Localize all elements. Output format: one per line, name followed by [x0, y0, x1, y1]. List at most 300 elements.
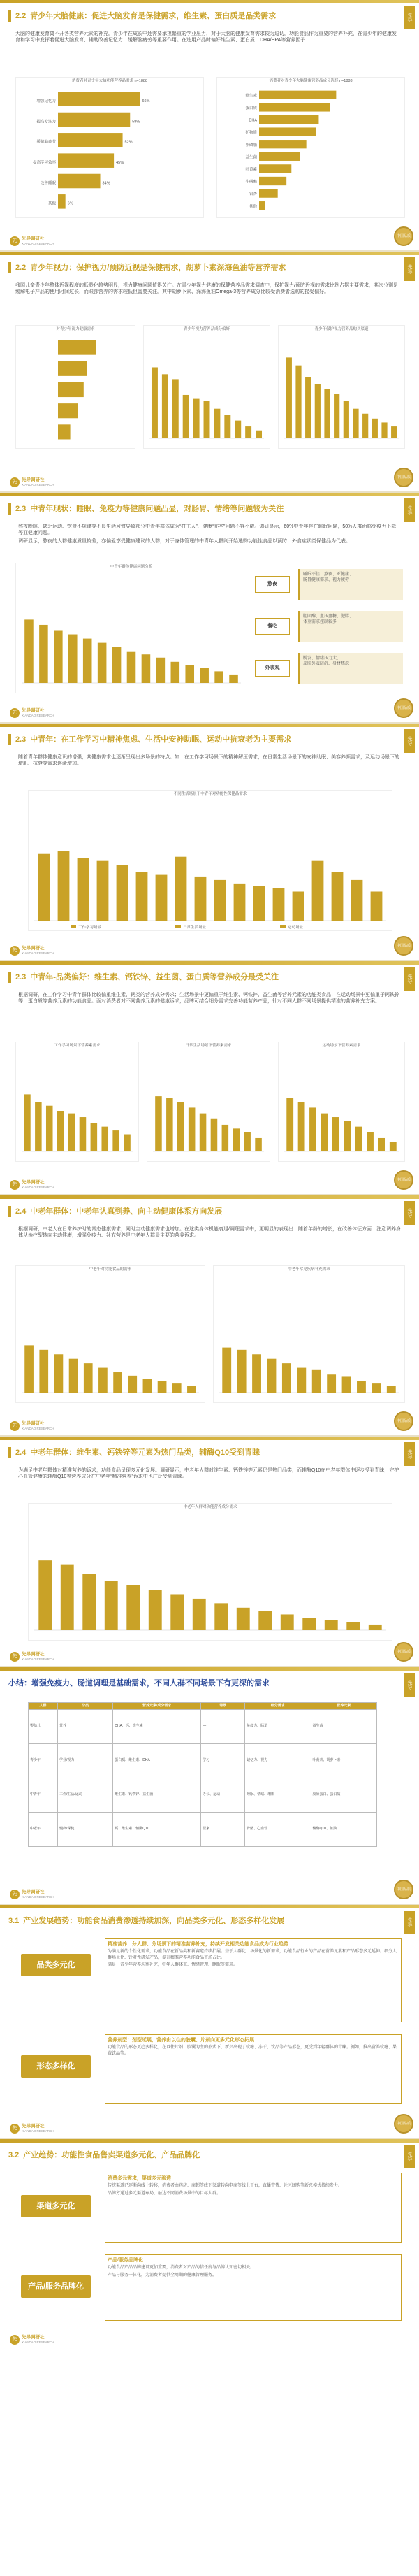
bar	[172, 1383, 182, 1393]
side-tag: 先导	[404, 2145, 415, 2168]
table-cell: 维生素、钙铁锌、益生菌	[113, 1778, 201, 1812]
table-cell: 营养	[57, 1709, 112, 1743]
box-heading-text: 剂型延展，营养由以往的胶囊、片剂向更多元化形态拓展	[132, 2038, 254, 2043]
box-heading: 精准营养：分人群、分场景下的精准营养补充，持续开发相关功能食品成为行业趋势	[108, 1942, 288, 1947]
bar	[267, 1359, 277, 1393]
bar	[117, 865, 128, 921]
side-tag: 先导	[404, 967, 415, 991]
heading-bar	[8, 1447, 11, 1458]
table-header-cell: 营养元素/成分需求	[113, 1703, 201, 1710]
bar	[58, 194, 66, 209]
bar	[69, 1359, 78, 1393]
bar	[214, 880, 226, 921]
data-label: 34%	[102, 181, 110, 186]
chart-title: 工作学习场景下营养素需求	[54, 1044, 101, 1048]
heading-bar	[8, 10, 11, 22]
brand-logo	[10, 946, 54, 956]
section-title: 小结：增强免疫力、肠道调理是基础需求，不同人群不同场景下有更深的需求	[8, 1678, 270, 1688]
box-paragraph-1: 功能食品产品品牌建设更加重要，消费者对产品的信任度与品牌认知密切相关。	[108, 2266, 255, 2271]
bar-label: 其他	[47, 201, 56, 206]
side-tag: 先导	[404, 1201, 415, 1225]
bar	[252, 1354, 261, 1393]
bar-label: 维生素	[245, 94, 257, 99]
diagram-row	[255, 566, 405, 603]
slide-heading	[8, 2147, 391, 2163]
bar	[61, 1565, 74, 1630]
bar	[170, 1594, 184, 1630]
slide-midyouth-scenes	[0, 724, 419, 961]
table-cell: 钙、维生素、辅酶Q10	[113, 1812, 201, 1846]
brand-logo	[10, 1890, 54, 1899]
bar	[235, 421, 241, 438]
bullet-1: 根据调研，中老人在日常养护时的常态健康需求，同时主动健康需求也增加。在这类身体机能衰退/调理需求中，更明显的表现出：随着年龄的增长，在改善体征方面：注意调养身体从治疗型转向主动健康，增强免疫力、补充营养是中老年人群最主要的营养诉求。	[18, 1227, 401, 1239]
table-cell: 益生菌	[311, 1709, 376, 1743]
bar	[346, 1622, 360, 1630]
table-header-cell: 营养元素	[311, 1703, 376, 1710]
bar	[259, 115, 318, 124]
section-number: 3.2	[8, 2150, 20, 2159]
diagram-value: 胆固醇、血压血糖、肥胖、 体重需求控制较多	[298, 611, 403, 642]
top-bar	[0, 1905, 419, 1908]
bar	[185, 665, 194, 683]
bar	[97, 861, 109, 921]
chart-vision-ingredients	[143, 325, 270, 449]
diagram-value: 睡眠不佳、熬夜、亚健康、 肠胃健康需求、视力疲劳	[298, 569, 403, 600]
bar	[78, 858, 89, 921]
bar	[158, 1381, 167, 1393]
box-paragraph-2: 品牌方通过多元渠道布局，触达不同消费场景中的目标人群。	[108, 2191, 221, 2196]
quality-seal-icon: 中国品质	[394, 2114, 413, 2134]
chart-brain-needs	[15, 77, 204, 218]
data-label: 66%	[142, 99, 150, 104]
table-row	[29, 1709, 377, 1743]
side-tag: 先导	[404, 1673, 415, 1697]
bar-label: 改善睡眠	[40, 181, 56, 186]
bar	[149, 1590, 162, 1630]
bar	[38, 1560, 52, 1630]
bar	[128, 1376, 137, 1393]
bar	[183, 395, 189, 438]
data-label: 52%	[124, 140, 133, 145]
table-header-cell: 场景	[201, 1703, 245, 1710]
bar	[293, 892, 304, 921]
top-bar	[0, 252, 419, 255]
bar	[54, 631, 63, 684]
bar	[237, 1608, 250, 1630]
bar	[38, 854, 50, 921]
bar	[175, 857, 187, 921]
legend-label: 日常生活场景	[183, 926, 207, 930]
logo-icon: 先	[10, 477, 20, 487]
table-cell: 睡眠、情绪、增肌	[245, 1778, 311, 1812]
bar	[214, 671, 223, 683]
bullet-list	[18, 754, 401, 769]
bar-label: 牛磺酸	[245, 180, 257, 185]
quality-seal-icon: 中国品质	[394, 1880, 413, 1899]
bar	[222, 1125, 229, 1151]
bar	[177, 1102, 184, 1151]
chart-title: 对青少年视力健康需求	[56, 327, 95, 331]
bar	[84, 1363, 93, 1393]
data-label: 45%	[116, 161, 124, 166]
section-number: 2.4	[15, 1207, 27, 1216]
vision-needs-svg	[16, 333, 135, 448]
brand-sub: XIANDAO RESEARCH	[22, 2129, 54, 2133]
bar	[286, 1098, 293, 1151]
bar	[229, 675, 238, 683]
bar	[342, 1376, 351, 1393]
bar	[273, 888, 285, 921]
bar	[204, 401, 210, 438]
bar	[54, 1354, 64, 1393]
box-channels	[105, 2173, 402, 2243]
slide-heading	[8, 1676, 391, 1691]
bar	[309, 1107, 316, 1151]
bar	[142, 654, 151, 683]
bar	[98, 643, 107, 683]
bar	[381, 422, 387, 438]
bar	[39, 1350, 48, 1393]
table-header	[29, 1703, 377, 1710]
bar	[58, 174, 101, 189]
brain-needs-svg	[16, 85, 203, 217]
logo-icon: 先	[10, 708, 20, 718]
brand-logo	[10, 1421, 54, 1431]
chart-vision-channels	[278, 325, 405, 449]
bar	[258, 1611, 272, 1630]
brand-name: 先导调研社	[22, 1652, 45, 1657]
top-bar	[0, 1195, 419, 1199]
bar	[321, 1114, 328, 1151]
bar	[39, 625, 48, 683]
table-cell: 记忆力、视力	[245, 1743, 311, 1778]
heading-bar	[8, 262, 11, 273]
daily-nutrients-svg	[147, 1049, 270, 1161]
section-title: 青少年视力：保护视力/预防近视是保健需求，胡萝卜素深海鱼油等营养需求	[30, 263, 286, 272]
top-bar	[0, 0, 419, 3]
bar	[286, 357, 292, 438]
brand-sub: XIANDAO RESEARCH	[22, 713, 54, 717]
elderly-demand-svg	[16, 1273, 205, 1402]
chart-sport-nutrients	[278, 1042, 405, 1162]
table-cell: 工作/生活/运动	[57, 1778, 112, 1812]
logo-icon: 先	[10, 2124, 20, 2134]
chart-elderly-demand	[15, 1265, 205, 1403]
bar	[58, 153, 114, 168]
side-tag: 先导	[404, 257, 415, 281]
top-bar	[0, 961, 419, 965]
bar	[57, 1111, 64, 1151]
bar	[245, 426, 251, 438]
bar	[390, 1142, 397, 1151]
bar	[332, 872, 344, 921]
heading-bar	[8, 972, 11, 983]
bar	[68, 635, 78, 683]
side-tag: 先导	[404, 1442, 415, 1466]
section-title: 中青年-品类偏好：维生素、钙铁锌、益生菌、蛋白质等营养成分最受关注	[30, 972, 279, 981]
legend-swatch	[175, 925, 181, 928]
side-tag: 先导	[404, 6, 415, 29]
sport-nutrients-svg	[279, 1049, 404, 1161]
box-heading-label: 精准营养	[108, 1942, 127, 1947]
chart-title: 中老年人群对功能营养成分需求	[183, 1505, 237, 1509]
bullet-1: 随着青年群体健康意识的增强，其健康需求也逐渐呈现出多场景的特点。如：在工作学习场景下的精神解压需求，在日常生活场景下的安神助眠、美容养颜需求，及运动场景下的增肌、抗衰等需求逐渐增加。	[18, 755, 399, 767]
bar	[46, 1106, 53, 1151]
quality-seal-icon: 中国品质	[394, 698, 413, 718]
brand-sub: XIANDAO RESEARCH	[22, 2340, 54, 2344]
slide-heading	[8, 1913, 391, 1929]
bar-label: 矿物质	[245, 131, 257, 136]
work-nutrients-svg	[16, 1049, 138, 1161]
bar	[353, 409, 358, 438]
section-title: 产业发展趋势：功能食品消费渗透持续加深，向品类多元化、形态多样化发展	[23, 1916, 285, 1925]
section-number: 2.3	[15, 504, 27, 513]
quality-seal-icon: 中国品质	[394, 1642, 413, 1662]
chart-title: 青少年保护视力营养品购买渠道	[314, 327, 369, 331]
midyouth-problems-svg	[16, 570, 247, 693]
bullet-1: 熬夜晚睡、缺乏运动、饮食不规律等不良生活习惯导致部分中青年群体成为“打工人”、健康“亦辛”问题不容小觑。调研显示，60%中青年存在睡眠问题，50%人群面临免疫力下降等亚健康问题。	[18, 524, 397, 536]
bar	[367, 1132, 374, 1151]
legend-label: 工作学习场景	[78, 926, 102, 930]
slide-heading	[8, 1445, 391, 1460]
diagram-key: 餐吃	[255, 618, 290, 635]
bar	[259, 177, 286, 185]
data-label: 58%	[132, 120, 140, 124]
brand-logo	[10, 1180, 54, 1190]
section-title: 青少年大脑健康：促进大脑发育是保健需求，维生素、蛋白质是品类需求	[30, 11, 277, 20]
tag-channel-diversity: 渠道多元化	[21, 2195, 91, 2217]
bar	[200, 1114, 207, 1151]
bar	[105, 1581, 118, 1630]
chart-title: 中老年常见疾病补充需求	[288, 1267, 330, 1272]
slide-heading	[8, 8, 391, 24]
brand-name: 先导调研社	[22, 236, 45, 242]
bar-label: 益生菌	[245, 155, 257, 160]
bar	[344, 401, 349, 438]
bar	[101, 1127, 108, 1151]
chart-title: 青少年视力营养品成分偏好	[183, 327, 230, 331]
chart-title: 中青年群体健康问题分析	[110, 565, 153, 569]
bullet-2: 调研显示，熬夜的人群健康质量较差，亦偏爱享受健康建议的人群，对于身体管理的中青年人群则开始选购功能性食品以预防、外食症状类保健品为代表。	[18, 538, 351, 544]
table-header-cell: 细分需求	[245, 1703, 311, 1710]
chart-title: 消费者对青少年大脑健康营养品成分选择 n=1888	[269, 79, 353, 83]
lifestyle-diagram	[255, 566, 405, 692]
bar-label: 蛋白质	[245, 106, 257, 111]
box-branding	[105, 2254, 402, 2321]
bar	[58, 340, 96, 355]
tag-category-diversity: 品类多元化	[21, 1954, 91, 1976]
chart-title: 中老年对功能食品的需求	[89, 1267, 132, 1272]
bar-label: 卵磷脂	[245, 143, 257, 147]
logo-icon: 先	[10, 946, 20, 956]
bar	[295, 366, 301, 438]
slide-youth-vision	[0, 252, 419, 493]
bar	[298, 1102, 305, 1151]
bar	[312, 861, 324, 921]
bar-label: 提高学习效率	[32, 161, 56, 166]
bar	[259, 103, 330, 111]
bar	[172, 379, 179, 438]
box-heading-label: 营养剂型	[108, 2038, 127, 2043]
section-number: 2.3	[15, 972, 27, 981]
section-number: 2.2	[15, 263, 27, 272]
table-row	[29, 1743, 377, 1778]
box-precise-nutrition	[105, 1938, 402, 2022]
box-paragraph-1: 为满足新的个性化需求，功能食品在新品类和新赛道持续扩展。基于人群化、场景化的新需求，功能食品行业的产品在营养元素和产品形态多元延伸。细分人群场景化、针对性研发产品，提升精准营养功能食品市场占比。	[108, 1950, 397, 1960]
bar	[126, 1585, 140, 1630]
quality-seal-icon: 中国品质	[394, 226, 413, 246]
bar	[58, 403, 78, 418]
bar	[189, 1107, 196, 1151]
table-cell: 办公、运动	[201, 1778, 245, 1812]
bar	[58, 92, 140, 106]
bullet-list	[18, 524, 401, 546]
table-cell: 免疫力、肠道	[245, 1709, 311, 1743]
bar	[58, 133, 123, 147]
section-title: 中老年群体：中老年认真到养、向主动健康体系方向发展	[30, 1207, 223, 1216]
bar	[312, 1370, 321, 1393]
bar	[259, 164, 291, 173]
table-header-cell: 分类	[57, 1703, 112, 1710]
table-cell: 慢病/保健	[57, 1812, 112, 1846]
brand-sub: XIANDAO RESEARCH	[22, 241, 54, 245]
bar	[58, 851, 70, 921]
table-cell: 学业/视力	[57, 1743, 112, 1778]
bar	[332, 1117, 339, 1151]
brand-name: 先导调研社	[22, 1180, 45, 1186]
bar	[244, 1132, 251, 1151]
brand-name: 先导调研社	[22, 2124, 45, 2129]
bar	[255, 1138, 262, 1151]
bar	[234, 884, 246, 921]
bar	[166, 1098, 173, 1151]
bar	[211, 1119, 218, 1151]
bar	[224, 415, 230, 438]
brand-name: 先导调研社	[22, 708, 45, 714]
box-paragraph-2: 满足：青少年营养均衡补充，中年人群体重、情绪管理、睡眠等需求。	[108, 1962, 238, 1967]
quality-seal-icon: 中国品质	[394, 468, 413, 487]
chart-scene-needs	[28, 790, 392, 931]
bar-label: 缓解脑疲劳	[36, 140, 56, 145]
bar-label: 叶黄素	[245, 168, 257, 173]
chart-title: 日常生活场景下营养素需求	[185, 1044, 232, 1048]
table-cell: 中老年	[29, 1812, 58, 1846]
bullet-list	[18, 1467, 401, 1482]
bar	[156, 658, 166, 683]
top-bar	[0, 1667, 419, 1671]
slide-heading	[8, 970, 391, 985]
bar	[171, 662, 180, 683]
bar	[282, 1363, 291, 1393]
top-bar	[0, 724, 419, 727]
bar	[156, 875, 168, 921]
table-cell: 胶原蛋白、蛋白质	[311, 1778, 376, 1812]
table-cell: 婴幼儿	[29, 1709, 58, 1743]
bar	[222, 1348, 231, 1393]
bar	[124, 1135, 131, 1151]
logo-icon: 先	[10, 1652, 20, 1662]
table-cell: 中青年	[29, 1778, 58, 1812]
intro-paragraph: 我国儿童青少年整体近视程度的低龄化趋势明显，视力健康问题值得关注。在青少年视力健康的保健营养品需求调查中，保护视力/预防近视的需求比例占据主要需求，其次分别是缓解电子产品的使用时间过长，而眼部营养的需求较低但需要关注。其中胡萝卜素、深海鱼油Omega-3等营养成分比较受消费者选购的接受偏好。	[15, 283, 398, 295]
bar-label: 银杏	[249, 192, 257, 197]
bar-label: DHA	[249, 118, 257, 123]
table-cell: —	[201, 1709, 245, 1743]
side-tag: 先导	[404, 729, 415, 753]
section-title: 中青年现状：睡眠、免疫力等健康问题凸显，对肠胃、情绪等问题较为关注	[30, 504, 284, 513]
bar	[305, 377, 311, 438]
table-cell: 青少年	[29, 1743, 58, 1778]
bar	[214, 1603, 228, 1630]
bar	[281, 1614, 294, 1630]
brand-sub: XIANDAO RESEARCH	[22, 1657, 54, 1661]
section-title: 中青年：在工作学习中精神焦虑、生活中安神助眠、运动中抗衰老为主要需求	[30, 735, 292, 744]
logo-icon: 先	[10, 1180, 20, 1190]
box-paragraph-1: 功能食品的形态更趋多样化，在以往片剂、胶囊为主的形式下，新兴出现了软糖、冻干、饮品等产品形态，更受到年轻群体的青睐。例如，推出营养软糖、果蔬饮品等。	[108, 2045, 397, 2056]
chart-elderly-disease	[213, 1265, 405, 1403]
diagram-value: 脱发、情绪压力大、 皮肤外表暗沉、身材焦虑	[298, 653, 403, 684]
side-tag: 先导	[404, 498, 415, 522]
logo-icon: 先	[10, 2335, 20, 2345]
bar	[259, 189, 278, 197]
table-cell: 居家	[201, 1812, 245, 1846]
section-title: 产业趋势：功能性食品售卖渠道多元化、产品品牌化	[23, 2150, 200, 2159]
slide-youth-brain	[0, 0, 419, 252]
bar	[325, 1620, 338, 1630]
chart-elderly-ingredients	[28, 1503, 392, 1641]
top-bar	[0, 2139, 419, 2143]
bar	[362, 414, 368, 438]
bar	[237, 1350, 247, 1393]
bar	[24, 619, 34, 683]
bar	[259, 127, 316, 136]
elderly-disease-svg	[214, 1273, 404, 1402]
bar	[136, 872, 148, 921]
chart-title: 消费者对青少年大脑功能营养品需求 n=1888	[71, 79, 148, 83]
bar	[143, 1379, 152, 1393]
vision-channels-svg	[279, 333, 404, 448]
diagram-key: 外表观	[255, 660, 290, 677]
bullet-1: 根据调研，在工作学习中青年群体比较偏重维生素、钙类的营养成分需求；生活场景中更偏重于维生素、钙铁锌、益生菌等营养元素的功能类食品；在运动场景中更偏重于钙铁锌等、蛋白质等营养元素的功能食品。面对消费者对不同营养元素的健康诉求，品牌可结合细分需求完善功能营养产品，针对不同人群不同场景提供精准的营养补充方案。	[18, 993, 399, 1005]
bar	[378, 1138, 385, 1151]
section-number: 2.2	[15, 11, 27, 20]
table-row	[29, 1778, 377, 1812]
table-header-cell: 人群	[29, 1703, 58, 1710]
bar	[127, 652, 136, 683]
bar	[200, 668, 209, 683]
table-cell: 骨骼、心血管	[245, 1812, 311, 1846]
bar	[112, 1130, 119, 1151]
brand-sub: XIANDAO RESEARCH	[22, 1894, 54, 1899]
slide-heading	[8, 501, 391, 517]
table-cell: 蛋白质、维生素、DHA	[113, 1743, 201, 1778]
brand-name: 先导调研社	[22, 2335, 45, 2340]
bar-label: 其他	[249, 204, 257, 209]
bar	[372, 1383, 381, 1393]
bar	[80, 1117, 87, 1151]
elderly-ingredients-svg	[29, 1511, 392, 1640]
diagram-row	[255, 608, 405, 645]
slide-midyouth-status	[0, 493, 419, 724]
section-number: 2.3	[15, 735, 27, 744]
slide-elderly-categories	[0, 1437, 419, 1667]
box-paragraph-2: 产品与服务一体化，为消费者提供全周期的健康管理服务。	[108, 2273, 217, 2278]
brand-sub: XIANDAO RESEARCH	[22, 482, 54, 487]
box-dosage-forms	[105, 2034, 402, 2104]
bar	[233, 1128, 240, 1151]
table-cell: 辅酶Q10、鱼油	[311, 1812, 376, 1846]
logo-icon: 先	[10, 1890, 20, 1899]
bar	[315, 384, 321, 438]
